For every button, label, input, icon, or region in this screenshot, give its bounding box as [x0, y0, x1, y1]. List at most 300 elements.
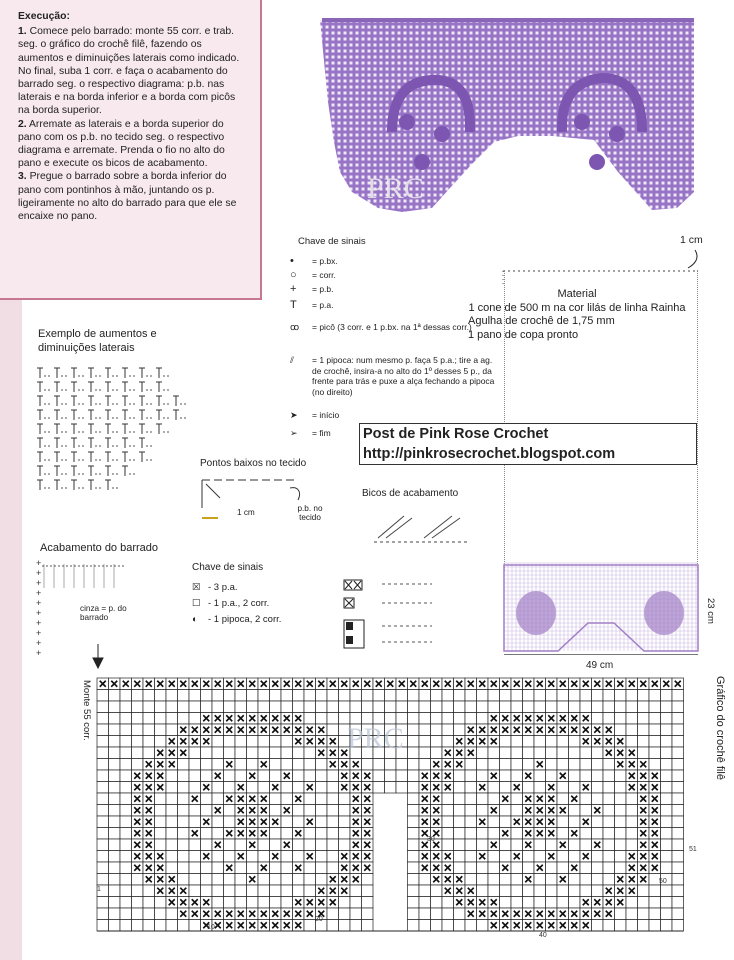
measure-top: 1 cm: [680, 234, 703, 246]
chart-cell: [465, 920, 477, 932]
chart-cell: [166, 782, 178, 794]
chart-cell: [546, 874, 558, 886]
stitch-symbol: [156, 396, 171, 406]
chart-cell: [327, 782, 339, 794]
chart-cell: [304, 759, 316, 771]
chart-cell: [143, 897, 155, 909]
chart-cell: [431, 920, 443, 932]
chart-cell: [672, 747, 684, 759]
chart-cell: [120, 828, 132, 840]
stitch-symbol: [122, 382, 137, 392]
chart-cell: [465, 793, 477, 805]
chart-cell: [431, 897, 443, 909]
chart-cell: [511, 701, 523, 713]
chart-cell: [189, 839, 201, 851]
chart-cell: [523, 782, 535, 794]
chart-cell: [592, 690, 604, 702]
chart-cell: [293, 770, 305, 782]
cloth-right-edge: [697, 270, 699, 570]
chart-cell: [258, 874, 270, 886]
chart-cell: [500, 839, 512, 851]
chart-cell: [224, 770, 236, 782]
chart-cell: [362, 759, 374, 771]
chart-cell: [649, 747, 661, 759]
chart-cell: [189, 713, 201, 725]
chart-cell: [442, 839, 454, 851]
credit-box: [359, 423, 697, 465]
stitch-symbol: [122, 410, 137, 420]
chart-cell: [155, 920, 167, 932]
chart-cell: [281, 736, 293, 748]
chart-cell: [132, 908, 144, 920]
chart-cell: [178, 920, 190, 932]
chart-cell: [155, 816, 167, 828]
key-symbol-icon: ◐: [192, 614, 198, 625]
chart-cell: [569, 805, 581, 817]
chart-cell: [454, 793, 466, 805]
chart-cell: [546, 690, 558, 702]
chart-cell: [97, 851, 109, 863]
chart-cell: [304, 805, 316, 817]
chart-cell: [97, 736, 109, 748]
chart-cell: [120, 920, 132, 932]
chart-cell: [500, 816, 512, 828]
chart-cell: [316, 874, 328, 886]
chart-cell: [626, 793, 638, 805]
key-symbol-icon: •: [290, 255, 294, 267]
chart-cell: [316, 816, 328, 828]
chart-cell: [638, 701, 650, 713]
row-number: 10: [207, 924, 215, 931]
stitch-symbol: [54, 452, 69, 462]
chart-cell: [247, 759, 259, 771]
chart-cell: [155, 690, 167, 702]
chart-cell: [339, 920, 351, 932]
chart-cell: [350, 897, 362, 909]
chart-cell: [500, 690, 512, 702]
chart-cell: [304, 747, 316, 759]
chart-cell: [212, 874, 224, 886]
chart-cell: [304, 690, 316, 702]
chart-cell: [235, 897, 247, 909]
stitch-symbol: [71, 424, 86, 434]
chart-cell: [293, 747, 305, 759]
chart-cell: [109, 897, 121, 909]
chart-cell: [477, 701, 489, 713]
chart-cell: [546, 862, 558, 874]
chart-cell: [362, 885, 374, 897]
chart-cell: [327, 713, 339, 725]
chart-cell: [488, 828, 500, 840]
chart-cell: [178, 690, 190, 702]
chart-cell: [534, 897, 546, 909]
chart-cell: [201, 770, 213, 782]
chart-cell: [201, 805, 213, 817]
chart-cell: [201, 690, 213, 702]
chart-cell: [442, 736, 454, 748]
stitch-symbol: [139, 382, 154, 392]
chart-cell: [488, 816, 500, 828]
key-bottom-item: [192, 598, 269, 609]
chart-watermark: PRC: [347, 722, 404, 755]
chart-cell: [442, 690, 454, 702]
chart-cell: [454, 782, 466, 794]
chart-cell: [454, 908, 466, 920]
chart-cell: [109, 782, 121, 794]
chart-cell: [672, 874, 684, 886]
chart-cell: [235, 759, 247, 771]
chart-cell: [615, 816, 627, 828]
chart-cell: [189, 701, 201, 713]
chart-cell: [212, 793, 224, 805]
chart-cell: [477, 713, 489, 725]
chart-cell: [373, 759, 385, 771]
chart-cell: [603, 828, 615, 840]
stitch-symbol: [105, 424, 120, 434]
chart-cell: [615, 713, 627, 725]
stitch-symbol: [37, 480, 52, 490]
chart-cell: [201, 874, 213, 886]
chart-cell: [592, 793, 604, 805]
chart-cell: [592, 816, 604, 828]
chart-cell: [235, 736, 247, 748]
key-label: = p.b.: [312, 284, 334, 294]
chart-cell: [304, 828, 316, 840]
chart-cell: [132, 736, 144, 748]
stitch-symbol: [105, 368, 120, 378]
stitch-plus: +: [36, 558, 42, 568]
chart-cell: [189, 690, 201, 702]
chart-cell: [569, 885, 581, 897]
chart-cell: [212, 828, 224, 840]
chart-cell: [511, 690, 523, 702]
chart-cell: [97, 724, 109, 736]
chart-cell: [166, 851, 178, 863]
chart-cell: [109, 828, 121, 840]
chart-cell: [155, 701, 167, 713]
chart-cell: [580, 862, 592, 874]
chart-cell: [235, 885, 247, 897]
chart-cell: [603, 920, 615, 932]
chart-cell: [465, 862, 477, 874]
chart-cell: [132, 885, 144, 897]
material-line: 1 pano de copa pronto: [468, 328, 579, 341]
chart-cell: [626, 897, 638, 909]
stitch-symbol: [37, 466, 52, 476]
key-label: - 3 p.a.: [208, 582, 238, 593]
chart-cell: [408, 747, 420, 759]
chart-cell: [615, 690, 627, 702]
chart-cell: [523, 747, 535, 759]
chart-cell: [281, 816, 293, 828]
chart-cell: [511, 828, 523, 840]
chart-cell: [488, 782, 500, 794]
stitch-symbol: [139, 410, 154, 420]
chart-cell: [511, 874, 523, 886]
chart-cell: [615, 782, 627, 794]
key-label: = p.bx.: [312, 256, 338, 266]
stitch-symbol: [139, 452, 154, 462]
chart-cell: [270, 805, 282, 817]
key-symbol-icon: ○: [290, 269, 297, 281]
chart-cell: [672, 770, 684, 782]
chart-cell: [247, 897, 259, 909]
chart-cell: [339, 793, 351, 805]
chart-cell: [569, 851, 581, 863]
chart-cell: [672, 782, 684, 794]
stitch-symbol: [105, 480, 120, 490]
chart-cell: [316, 851, 328, 863]
chart-cell: [419, 759, 431, 771]
chart-cell: [626, 908, 638, 920]
chart-cell: [293, 690, 305, 702]
chart-cell: [419, 736, 431, 748]
key-symbol-icon: T: [290, 299, 297, 311]
chart-cell: [109, 920, 121, 932]
chart-cell: [224, 747, 236, 759]
chart-cell: [362, 701, 374, 713]
chart-cell: [224, 816, 236, 828]
chart-cell: [500, 736, 512, 748]
low-stitches-title: Pontos baixos no tecido: [200, 458, 307, 469]
chart-cell: [523, 897, 535, 909]
key-label: - 1 pipoca, 2 corr.: [208, 614, 282, 625]
chart-cell: [408, 885, 420, 897]
chart-cell: [661, 920, 673, 932]
chart-cell: [155, 736, 167, 748]
chart-cell: [661, 793, 673, 805]
chart-cell: [132, 874, 144, 886]
stitch-symbol: [37, 438, 52, 448]
chart-cell: [189, 874, 201, 886]
chart-cell: [534, 885, 546, 897]
chart-cell: [247, 736, 259, 748]
chart-cell: [327, 770, 339, 782]
chart-cell: [143, 713, 155, 725]
increases-diagram: [36, 362, 206, 502]
chart-cell: [419, 690, 431, 702]
chart-cell: [580, 759, 592, 771]
chart-cell: [373, 701, 385, 713]
chart-cell: [465, 816, 477, 828]
chart-cell: [672, 862, 684, 874]
chart-cell: [396, 701, 408, 713]
chart-cell: [419, 885, 431, 897]
chart-cell: [638, 736, 650, 748]
key-label: - 1 p.a., 2 corr.: [208, 598, 270, 609]
chart-cell: [189, 782, 201, 794]
chart-cell: [511, 862, 523, 874]
step-1: 1. Comece pelo barrado: monte 55 corr. e trab. seg. o gráfico do crochê filê, fazendo os aumentos e diminuições laterais como indicado. No final, suba 1 corr. e faça o acabamento do barrado seg. o respectivo diagrama: p.b. nas laterais e na borda inferior e a borda com picôs na borda superior.: [18, 26, 240, 117]
chart-cell: [672, 701, 684, 713]
stitch-symbol: [54, 410, 69, 420]
instructions-panel: [0, 0, 262, 300]
key-top-item: [290, 355, 495, 397]
chart-cell: [247, 782, 259, 794]
chart-cell: [580, 701, 592, 713]
chart-cell: [155, 908, 167, 920]
chart-cell: [546, 885, 558, 897]
chart-cell: [557, 793, 569, 805]
stitch-symbol: [122, 424, 137, 434]
chart-cell: [626, 701, 638, 713]
chart-cell: [120, 908, 132, 920]
chart-cell: [569, 897, 581, 909]
chart-cell: [166, 805, 178, 817]
chart-cell: [120, 770, 132, 782]
chart-cell: [592, 874, 604, 886]
chart-cell: [362, 908, 374, 920]
key-label: = 1 pipoca: num mesmo p. faça 5 p.a.; tire a ag. de crochê, insira-a no alto do 1º desses 5 p., da frente para trás e puxe a alça fechando a pipoca (no direito): [312, 355, 495, 397]
chart-cell: [212, 690, 224, 702]
chart-cell: [316, 701, 328, 713]
chart-cell: [132, 759, 144, 771]
chart-cell: [281, 690, 293, 702]
chart-cell: [408, 759, 420, 771]
chart-cell: [109, 908, 121, 920]
stitch-symbol: [105, 466, 120, 476]
chart-cell: [603, 713, 615, 725]
chart-cell: [316, 770, 328, 782]
chart-cell: [534, 690, 546, 702]
chart-cell: [97, 897, 109, 909]
chart-cell: [500, 759, 512, 771]
chart-cell: [419, 897, 431, 909]
chart-cell: [201, 759, 213, 771]
chart-cell: [235, 690, 247, 702]
chart-cell: [672, 920, 684, 932]
chart-cell: [557, 736, 569, 748]
chart-cell: [638, 690, 650, 702]
stitch-symbol: [54, 424, 69, 434]
chart-cell: [569, 736, 581, 748]
chart-cell: [224, 690, 236, 702]
chart-cell: [327, 793, 339, 805]
chart-cell: [511, 759, 523, 771]
chart-cell: [523, 885, 535, 897]
chart-cell: [247, 690, 259, 702]
chart-cell: [293, 874, 305, 886]
chart-cell: [649, 897, 661, 909]
chart-cell: [500, 885, 512, 897]
chart-cell: [109, 701, 121, 713]
chart-cell: [109, 816, 121, 828]
chart-cell: [120, 759, 132, 771]
stitch-symbol: [122, 452, 137, 462]
chart-cell: [304, 770, 316, 782]
chart-cell: [580, 874, 592, 886]
chart-cell: [258, 885, 270, 897]
stitch-symbol: [122, 396, 137, 406]
stitch-symbol: [54, 368, 69, 378]
chart-cell: [557, 885, 569, 897]
chart-cell: [626, 920, 638, 932]
chart-cell: [603, 770, 615, 782]
chart-cell: [488, 851, 500, 863]
preview-teapot: [644, 591, 684, 635]
stitch-symbol: [71, 466, 86, 476]
chart-cell: [155, 713, 167, 725]
chart-cell: [281, 897, 293, 909]
chart-cell: [615, 839, 627, 851]
chart-cell: [293, 701, 305, 713]
chart-cell: [649, 908, 661, 920]
chart-cell: [511, 770, 523, 782]
credit-url[interactable]: http://pinkrosecrochet.blogspot.com: [363, 446, 616, 462]
chart-cell: [258, 736, 270, 748]
chart-cell: [304, 920, 316, 932]
chart-cell: [500, 770, 512, 782]
chart-cell: [212, 759, 224, 771]
filet-chart: [97, 678, 695, 948]
chart-cell: [661, 862, 673, 874]
chart-cell: [155, 828, 167, 840]
chart-cell: [661, 816, 673, 828]
key-label: = início: [312, 410, 340, 420]
key-symbol-icon: +: [290, 283, 297, 295]
chart-cell: [120, 701, 132, 713]
chart-cell: [316, 713, 328, 725]
chart-cell: [327, 908, 339, 920]
chart-cell: [97, 920, 109, 932]
chart-cell: [281, 701, 293, 713]
chart-cell: [419, 920, 431, 932]
chart-cell: [258, 747, 270, 759]
chart-cell: [385, 770, 397, 782]
chart-cell: [293, 816, 305, 828]
chart-cell: [511, 793, 523, 805]
stitch-symbol: [37, 452, 52, 462]
chart-cell: [201, 747, 213, 759]
chart-cell: [258, 690, 270, 702]
chart-cell: [120, 885, 132, 897]
chart-cell: [442, 897, 454, 909]
chart-cell: [201, 701, 213, 713]
chart-cell: [97, 690, 109, 702]
chart-cell: [166, 724, 178, 736]
stitch-symbol: [122, 438, 137, 448]
stitch-plus: +: [36, 618, 42, 628]
chart-cell: [546, 897, 558, 909]
chart-cell: [327, 839, 339, 851]
chart-cell: [557, 851, 569, 863]
chart-cell: [431, 713, 443, 725]
chart-cell: [304, 862, 316, 874]
chart-cell: [362, 690, 374, 702]
chart-cell: [339, 839, 351, 851]
chart-cell: [258, 851, 270, 863]
stitch-symbol: [71, 396, 86, 406]
chart-cell: [661, 885, 673, 897]
stitch-symbol: [105, 410, 120, 420]
chart-cell: [408, 920, 420, 932]
stitch-plus: +: [36, 598, 42, 608]
chart-cell: [270, 839, 282, 851]
stitch-symbol: [173, 410, 188, 420]
stitch-symbol: [37, 424, 52, 434]
chart-cell: [120, 713, 132, 725]
chart-cell: [523, 851, 535, 863]
chart-cell: [615, 805, 627, 817]
chart-cell: [408, 816, 420, 828]
chart-cell: [189, 747, 201, 759]
chart-cell: [97, 782, 109, 794]
credit-name: Post de Pink Rose Crochet: [363, 426, 549, 442]
chart-cell: [569, 874, 581, 886]
chart-cell: [97, 759, 109, 771]
chart-cell: [97, 874, 109, 886]
chart-cell: [281, 828, 293, 840]
